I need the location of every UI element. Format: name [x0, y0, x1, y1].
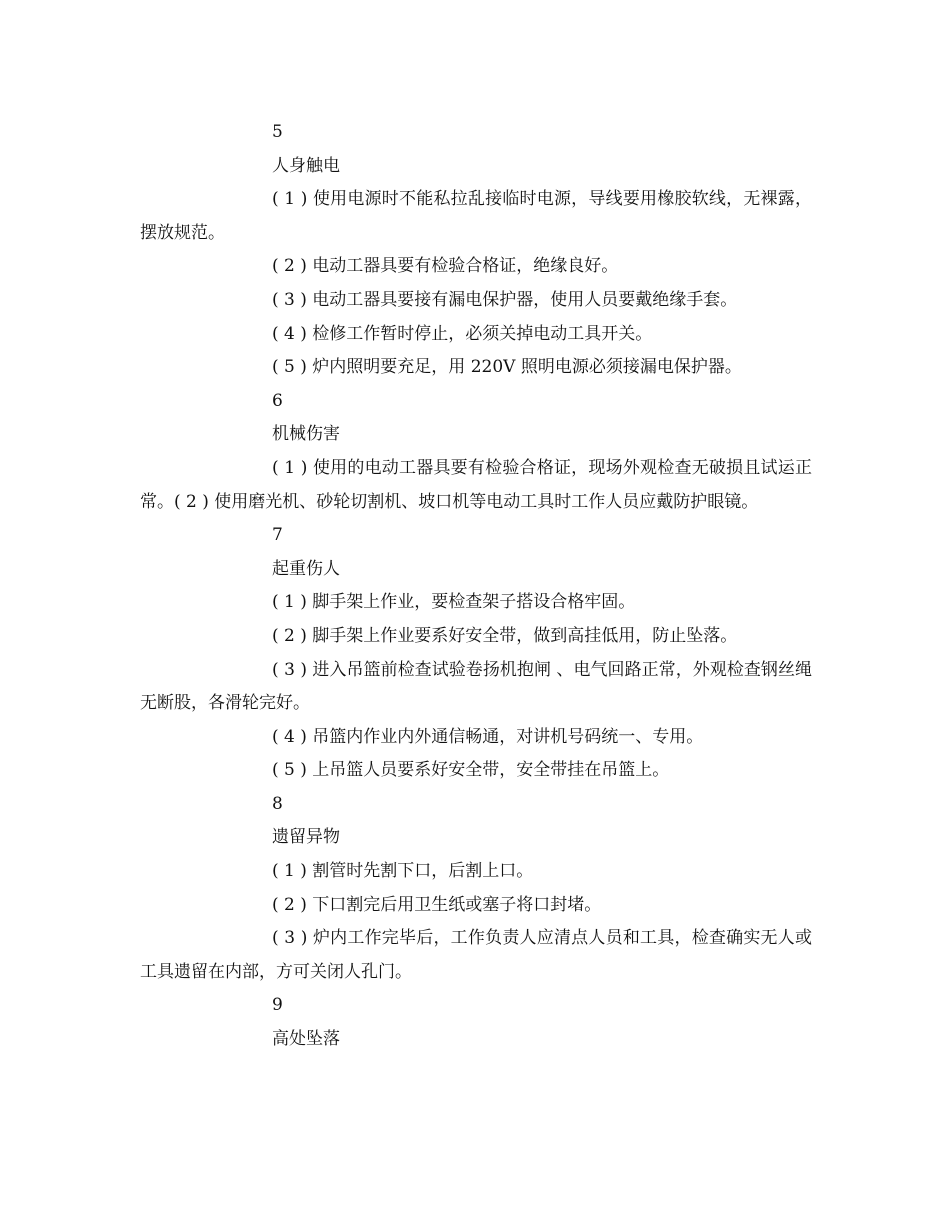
section-heading: 机械伤害: [272, 424, 340, 445]
section-heading: 高处坠落: [272, 1029, 340, 1050]
paragraph: ( 2 ) 下口割完后用卫生纸或塞子将口封堵。: [272, 894, 602, 915]
paragraph: ( 5 ) 上吊篮人员要系好安全带，安全带挂在吊篮上。: [272, 760, 670, 781]
paragraph: ( 5 ) 炉内照明要充足，用 220V 照明电源必须接漏电保护器。: [272, 357, 742, 378]
paragraph: ( 2 ) 脚手架上作业要系好安全带，做到高挂低用，防止坠落。: [272, 625, 738, 646]
paragraph: ( 2 ) 电动工器具要有检验合格证，绝缘良好。: [272, 256, 619, 277]
section-heading: 人身触电: [272, 155, 340, 176]
paragraph: ( 3 ) 炉内工作完毕后，工作负责人应清点人员和工具，检查确实无人或工具遗留在内部，方可关闭人孔门。: [140, 928, 812, 982]
section-number: 5: [272, 122, 283, 142]
section-number: 8: [272, 793, 283, 814]
paragraph: ( 3 ) 电动工器具要接有漏电保护器，使用人员要戴绝缘手套。: [272, 289, 738, 310]
section-heading: 遗留异物: [272, 827, 340, 848]
section-number: 7: [272, 525, 283, 546]
paragraph: ( 3 ) 进入吊篮前检查试验卷扬机抱闸 、电气回路正常，外观检查钢丝绳无断股，各滑轮完好。: [140, 659, 812, 714]
paragraph: ( 1 ) 脚手架上作业，要检查架子搭设合格牢固。: [272, 592, 636, 613]
paragraph: ( 1 ) 使用的电动工器具要有检验合格证，现场外观检查无破损且试运正常。( 2 ) 使用磨光机、砂轮切割机、坡口机等电动工具时工作人员应戴防护眼镜。: [140, 457, 812, 512]
section-number: 9: [272, 995, 283, 1016]
section-heading: 起重伤人: [272, 558, 340, 579]
section-number: 6: [272, 390, 283, 411]
document-body: [140, 116, 812, 1057]
paragraph: ( 1 ) 使用电源时不能私拉乱接临时电源，导线要用橡胶软线，无裸露，摆放规范。: [140, 189, 812, 243]
paragraph: ( 1 ) 割管时先割下口，后割上口。: [272, 861, 534, 882]
paragraph: ( 4 ) 吊篮内作业内外通信畅通，对讲机号码统一、专用。: [272, 726, 704, 747]
paragraph: ( 4 ) 检修工作暂时停止，必须关掉电动工具开关。: [272, 323, 653, 344]
